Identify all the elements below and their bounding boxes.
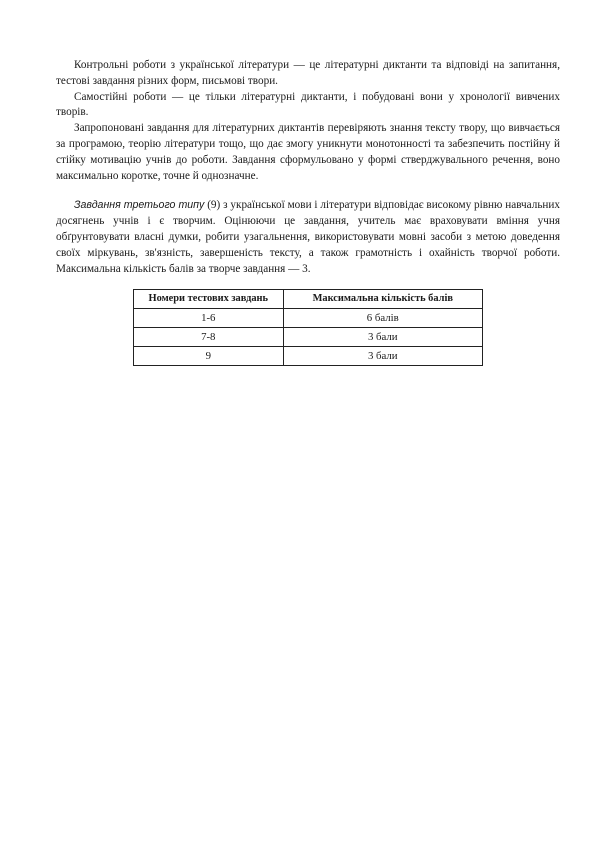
paragraph-dictation-tasks: Запропоновані завдання для літературних диктантів перевіряють знання тексту твору, що вивчається за програмою, теорію літератури тощо, що дає змогу уникнути монотонності та забезпечить постійну й стійку мотивацію учнів до роботи. Завдання сформульовано у формі стверджувального речення, воно максимально коротке, точне й однозначне. [56,122,560,182]
table-row [134,328,483,347]
third-type-text: (9) з української мови і літератури відповідає високому рівню навчальних досягнень учнів і є творчим. Оцінюючи це завдання, учитель має враховувати вміння учня обґрунтовувати власні думки, робити узагальнення, використовувати мовні засоби з метою доведення своїх міркувань, зв'язність, завершеність тексту, а також грамотність і охайність творчої роботи. Максимальна кількість балів за творче завдання — 3. [56,199,560,275]
document-page [56,58,560,366]
third-type-lead: Завдання третього типу [74,199,205,212]
header-max-points: Максимальна кількість балів [283,290,482,309]
paragraph-control-works: Контрольні роботи з української літератури — це літературні диктанти та відповіді на запитання, тестові завдання різних форм, письмові твори. [56,59,560,87]
scores-table [133,289,483,366]
table-row [134,347,483,366]
paragraph-third-type [56,198,560,277]
paragraph-independent-works: Самостійні роботи — це тільки літературні диктанти, і побудовані вони у хронології вивчених творів. [56,90,560,119]
table-row [134,309,483,328]
max-points-cell: 3 бали [283,328,482,347]
paragraph-spacer [56,184,560,198]
header-task-numbers: Номери тестових завдань [134,290,284,309]
max-points-cell: 3 бали [283,347,482,366]
task-numbers-cell: 1-6 [134,309,284,328]
task-numbers-cell: 7-8 [134,328,284,347]
task-numbers-cell: 9 [134,347,284,366]
table-header-row [134,290,483,309]
max-points-cell: 6 балів [283,309,482,328]
